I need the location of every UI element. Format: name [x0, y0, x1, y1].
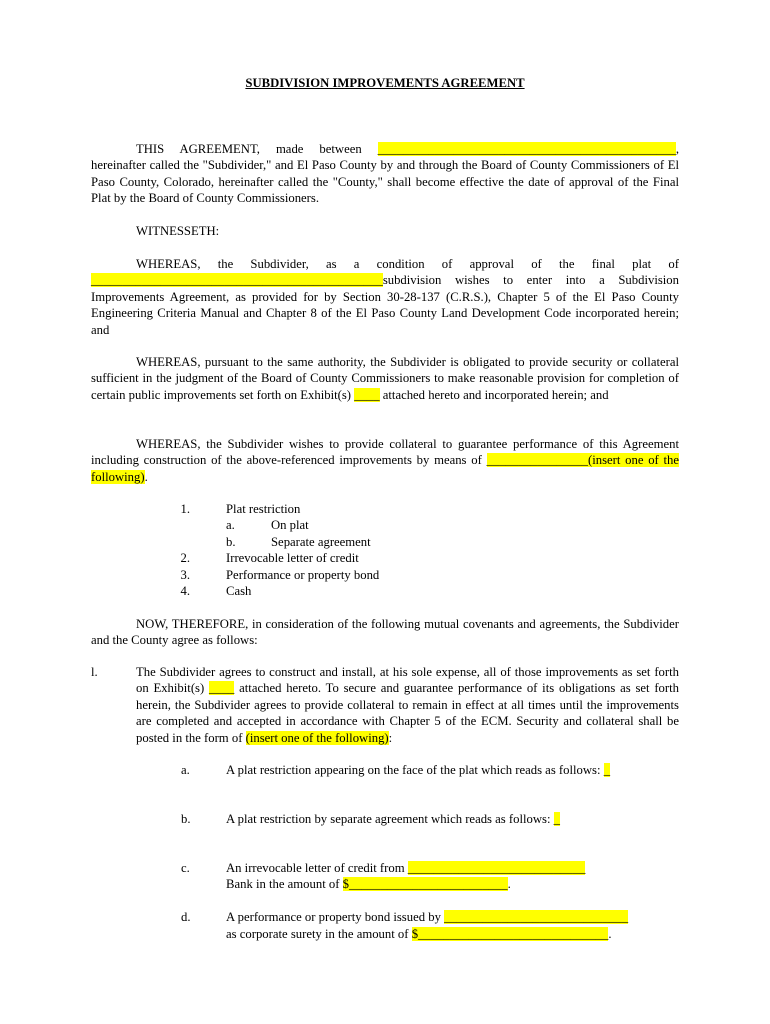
letter-amount-blank[interactable]: $_________________________	[342, 877, 508, 891]
whereas3-rest: .	[144, 469, 148, 484]
now-therefore-paragraph: NOW, THEREFORE, in consideration of the following mutual covenants and agreements, the Subdivider and the County agree as follows:	[91, 617, 679, 648]
whereas-paragraph-1	[91, 256, 679, 338]
option-label: Performance or property bond	[226, 568, 380, 582]
item-b	[226, 811, 560, 827]
party-name-blank[interactable]: _______________________________________________	[377, 142, 676, 156]
item-d-line1	[226, 909, 628, 925]
exhibit-blank[interactable]: ____	[354, 387, 380, 402]
collateral-type-blank[interactable]: ________________(insert one of the following)	[91, 453, 679, 484]
item-c-text2: Bank in the amount of	[226, 877, 343, 891]
item-c-label: c.	[181, 861, 190, 875]
section1-mid: attached hereto. To secure and guarantee performance of its obligations as set forth herein, the Subdivider agrees to provide collateral to remain in effect at all times until the improvements are completed and accepted in accordance with Chapter 5 of the ECM. Security and collateral shall be posted in the form of	[136, 681, 679, 745]
intro-rest: hereinafter called the "Subdivider," and El Paso County by and through the Board of County Commissioners of El Paso County, Colorado, hereinafter called the "County," shall become effective the date of approval of the Final Plat by the Board of County Commissioners.	[91, 158, 679, 206]
option-number: 3.	[180, 568, 190, 582]
whereas1-rest: subdivision wishes to enter into a Subdivision Improvements Agreement, as provided for by Section 30-28-137 (C.R.S.), Chapter 5 of the El Paso County Engineering Criteria Manual and Chapter 8 of the El Paso County Land Development Code incorporated herein; and	[91, 273, 679, 337]
bank-name-blank[interactable]: ____________________________	[407, 861, 586, 875]
section-1-number: l.	[91, 665, 98, 679]
section1-lead: The Subdivider agrees to construct and install, at his sole expense, all of those improvements as set forth on Exhibit(s)	[136, 665, 679, 696]
option-number: 2.	[180, 551, 190, 565]
section1-end: :	[388, 730, 393, 745]
item-d-text2: as corporate surety in the amount of	[226, 927, 412, 941]
section1-exhibit-blank[interactable]: ____	[209, 681, 235, 696]
item-a-text: A plat restriction appearing on the face of the plat which reads as follows:	[226, 763, 604, 777]
subdivision-name-blank[interactable]: ______________________________________________	[91, 273, 383, 288]
option-number: 4.	[180, 584, 190, 598]
surety-name-blank[interactable]: _____________________________	[444, 910, 629, 924]
intro-comma: ,	[675, 142, 679, 156]
intro-lead: THIS AGREEMENT, made between	[136, 142, 378, 156]
whereas-paragraph-3	[91, 436, 679, 485]
item-d-end: .	[608, 927, 612, 941]
section1-insert-blank[interactable]: (insert one of the following)	[245, 730, 389, 745]
separate-agreement-blank[interactable]: _	[553, 812, 560, 826]
item-b-label: b.	[181, 812, 191, 826]
item-c-text: An irrevocable letter of credit from	[226, 861, 408, 875]
option-label: Plat restriction	[226, 502, 301, 516]
whereas3-lead: WHEREAS, the Subdivider wishes to provide collateral to guarantee performance of this Agreement including construction of the above-referenced improvements by means of	[91, 437, 679, 468]
whereas2-rest: attached hereto and incorporated herein; and	[379, 387, 609, 402]
bond-amount-blank[interactable]: $______________________________	[411, 927, 609, 941]
item-c-end: .	[507, 877, 511, 891]
intro-paragraph	[91, 141, 679, 207]
option-number: 1.	[180, 502, 190, 516]
item-d-label: d.	[181, 910, 191, 924]
section-1-paragraph	[136, 664, 679, 746]
plat-restriction-blank[interactable]: _	[603, 763, 611, 777]
item-c-line2	[226, 876, 511, 892]
whereas2-lead: WHEREAS, pursuant to the same authority, the Subdivider is obligated to provide security or collateral sufficient in the judgment of the Board of County Commissioners to make reasonable provision for completion of certain public improvements set forth on Exhibit(s)	[91, 355, 679, 402]
option-letter: b.	[226, 535, 236, 549]
whereas-paragraph-2	[91, 354, 679, 403]
item-a-label: a.	[181, 763, 190, 777]
option-label: Separate agreement	[271, 535, 371, 549]
witnesseth-heading: WITNESSETH:	[136, 224, 220, 238]
item-c-line1	[226, 860, 585, 876]
option-letter: a.	[226, 518, 235, 532]
item-b-text: A plat restriction by separate agreement which reads as follows:	[226, 812, 554, 826]
option-label: Cash	[226, 584, 252, 598]
document-title: SUBDIVISION IMPROVEMENTS AGREEMENT	[245, 76, 525, 90]
item-a	[226, 762, 610, 778]
option-label: On plat	[271, 518, 309, 532]
option-label: Irrevocable letter of credit	[226, 551, 359, 565]
item-d-line2	[226, 926, 612, 942]
item-d-text: A performance or property bond issued by	[226, 910, 445, 924]
whereas1-lead: WHEREAS, the Subdivider, as a condition of approval of the final plat of	[136, 257, 679, 271]
